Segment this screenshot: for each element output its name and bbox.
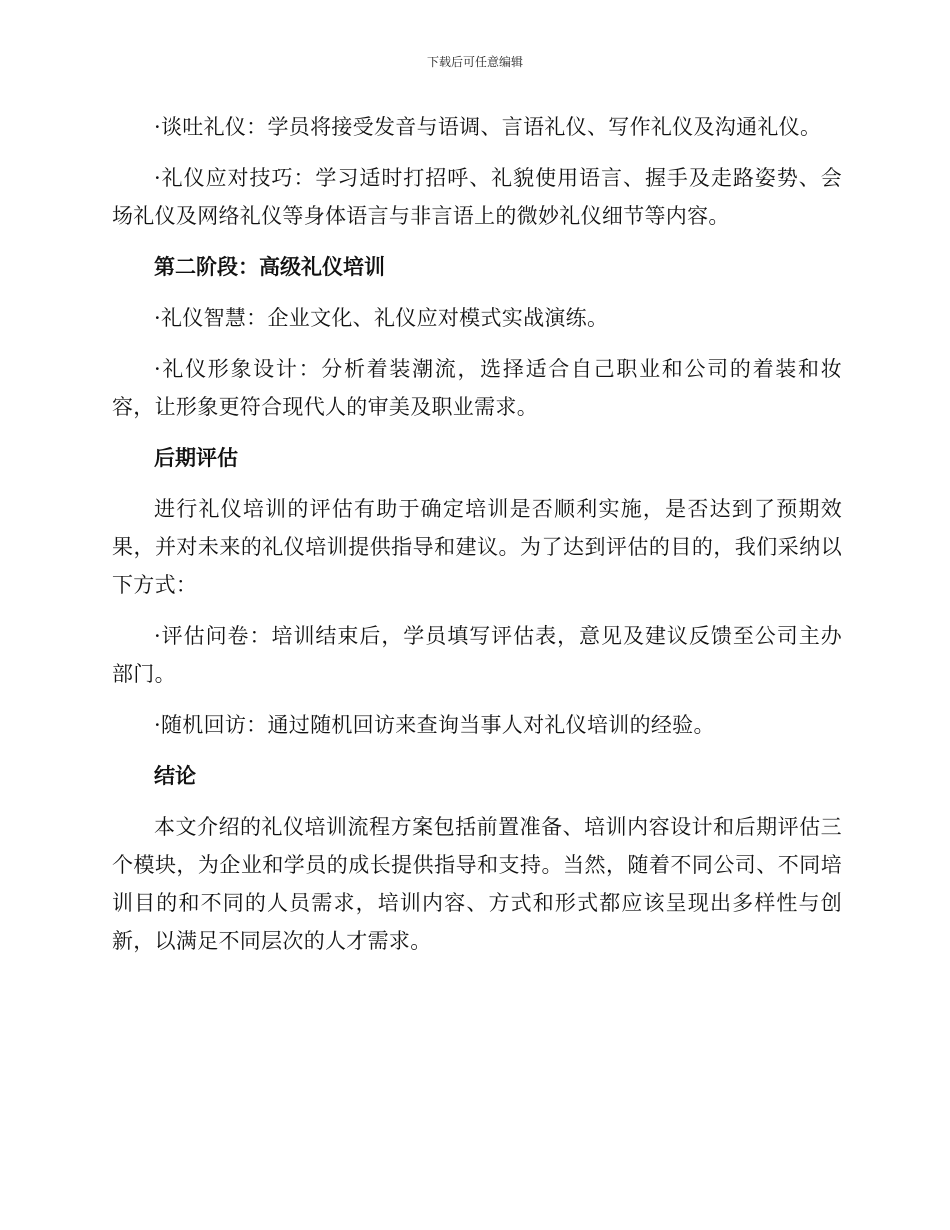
bullet-etiquette-wisdom: ·礼仪智慧：企业文化、礼仪应对模式实战演练。	[154, 306, 609, 330]
bullet-etiquette-skills: ·礼仪应对技巧：学习适时打招呼、礼貌使用语言、握手及走路姿势、会场礼仪及网络礼仪等身体语言与非言语上的微妙礼仪细节等内容。	[112, 166, 842, 228]
document-body	[112, 108, 842, 973]
conclusion-paragraph: 本文介绍的礼仪培训流程方案包括前置准备、培训内容设计和后期评估三个模块，为企业和学员的成长提供指导和支持。当然，随着不同公司、不同培训目的和不同的人员需求，培训内容、方式和形式都应该呈现出多样性与创新，以满足不同层次的人才需求。	[112, 815, 842, 953]
section-heading-conclusion: 结论	[154, 764, 196, 788]
evaluation-intro-paragraph: 进行礼仪培训的评估有助于确定培训是否顺利实施，是否达到了预期效果，并对未来的礼仪培训提供指导和建议。为了达到评估的目的，我们采纳以下方式：	[112, 497, 842, 597]
section-heading-advanced-training: 第二阶段：高级礼仪培训	[154, 255, 385, 279]
bullet-evaluation-questionnaire: ·评估问卷：培训结束后，学员填写评估表，意见及建议反馈至公司主办部门。	[112, 624, 842, 686]
section-heading-evaluation: 后期评估	[154, 446, 238, 470]
bullet-image-design: ·礼仪形象设计：分析着装潮流，选择适合自己职业和公司的着装和妆容，让形象更符合现代人的审美及职业需求。	[112, 357, 842, 419]
page-header: 下载后可任意编辑	[426, 55, 523, 69]
bullet-speech-etiquette: ·谈吐礼仪：学员将接受发音与语调、言语礼仪、写作礼仪及沟通礼仪。	[154, 115, 822, 139]
bullet-random-followup: ·随机回访：通过随机回访来查询当事人对礼仪培训的经验。	[154, 713, 715, 737]
